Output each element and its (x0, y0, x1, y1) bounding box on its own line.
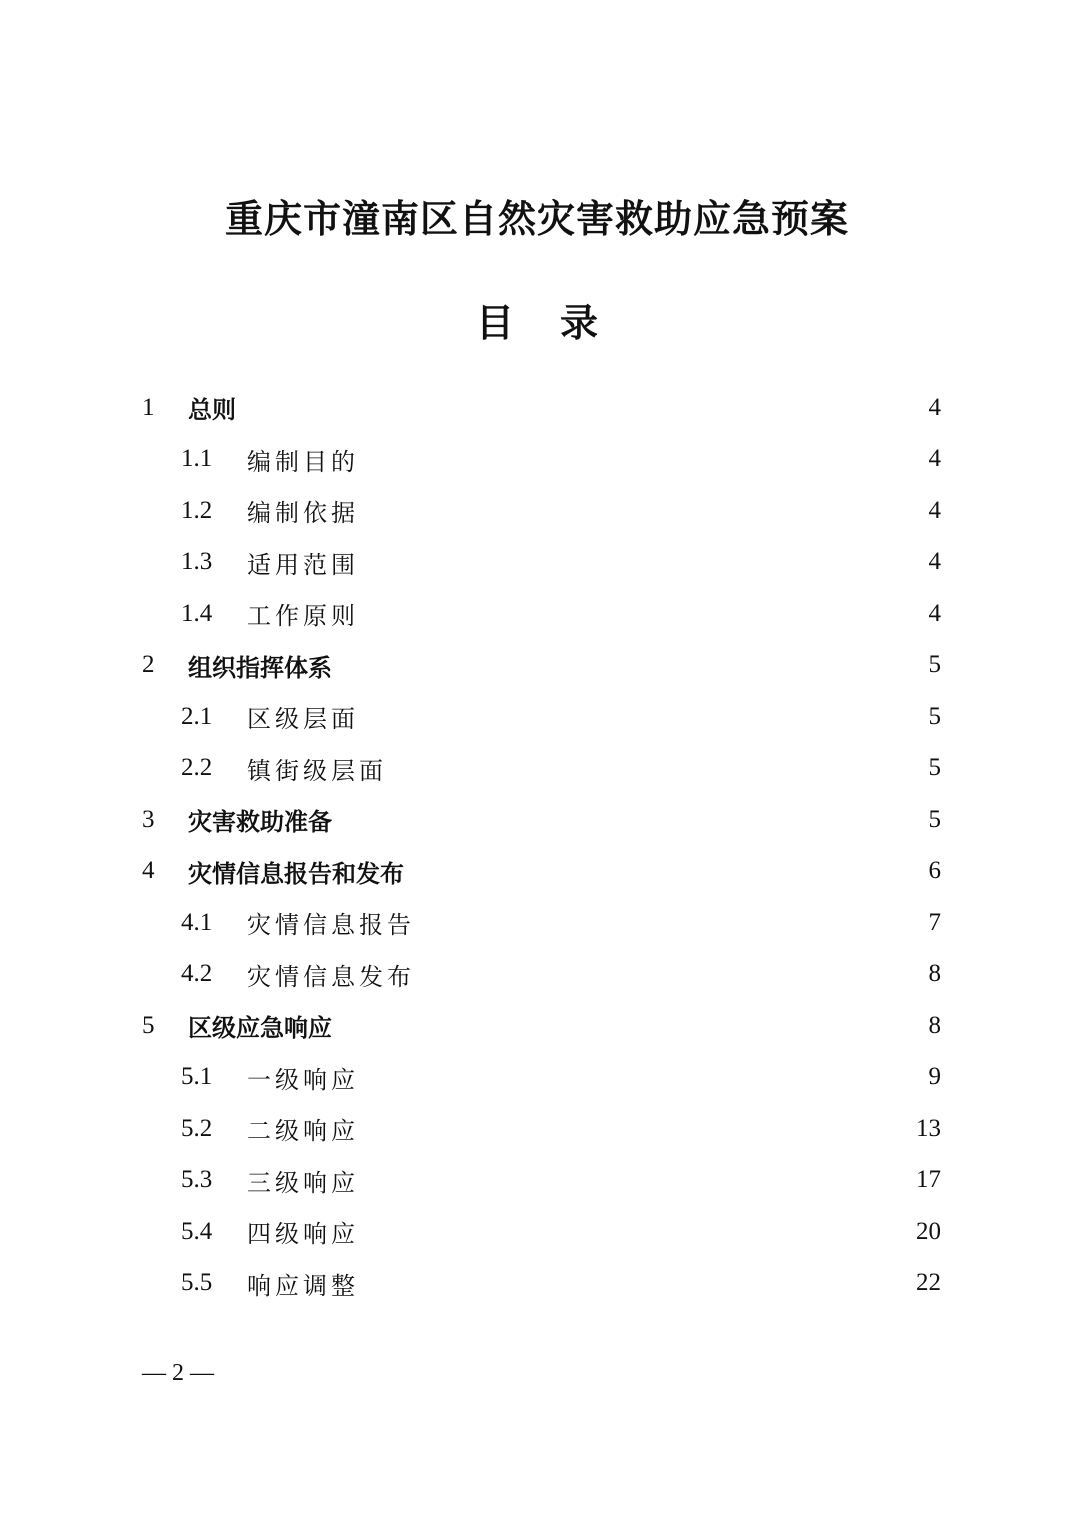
toc-entry[interactable] (0, 537, 1074, 589)
toc-entry-number: 2.1 (181, 702, 213, 730)
toc-entry-title: 工作原则 (247, 602, 359, 631)
toc-entry-page: 5 (928, 651, 941, 679)
toc-entry-page: 7 (928, 908, 941, 936)
toc-heading-right: 录 (560, 300, 599, 345)
toc-entry-number: 1.4 (181, 599, 213, 627)
toc-entry-page: 5 (928, 805, 941, 833)
toc-entry-page: 4 (928, 445, 941, 473)
toc-dot-leader (242, 396, 925, 420)
toc-entry-title: 灾情信息报告和发布 (188, 859, 404, 888)
toc-entry[interactable] (0, 640, 1074, 692)
toc-entry-number: 5.4 (181, 1217, 213, 1245)
toc-entry-number: 5.5 (181, 1269, 213, 1297)
toc-entry[interactable] (0, 382, 1074, 434)
toc-entry-page: 20 (916, 1217, 941, 1245)
toc-entry-title: 灾害救助准备 (188, 808, 332, 837)
toc-entry-page: 5 (928, 754, 941, 782)
toc-entry-title: 灾情信息报告 (247, 911, 415, 940)
toc-entry[interactable] (0, 1155, 1074, 1207)
toc-dot-leader (421, 911, 925, 935)
toc-dot-leader (338, 1014, 925, 1038)
toc-dot-leader (365, 550, 925, 574)
toc-entry-number: 3 (142, 805, 155, 833)
toc-dot-leader (365, 1168, 912, 1192)
toc-entry-title: 总则 (188, 396, 236, 425)
toc-entry[interactable] (0, 1258, 1074, 1310)
toc-entry-page: 9 (928, 1063, 941, 1091)
toc-entry-title: 响应调整 (247, 1271, 359, 1300)
toc-entry[interactable] (0, 949, 1074, 1001)
toc-entry-page: 4 (928, 393, 941, 421)
toc-dot-leader (410, 859, 925, 883)
toc-heading (0, 292, 1074, 347)
document-title: 重庆市潼南区自然灾害救助应急预案 (224, 196, 849, 241)
toc-entry-title: 二级响应 (247, 1117, 359, 1146)
toc-dot-leader (338, 808, 925, 832)
toc-entry-number: 1.2 (181, 496, 213, 524)
toc-entry-number: 5 (142, 1011, 155, 1039)
toc-entry[interactable] (0, 1000, 1074, 1052)
toc-entry[interactable] (0, 1206, 1074, 1258)
toc-entry-page: 8 (928, 960, 941, 988)
toc-heading-left: 目 (475, 300, 514, 345)
toc-entry-title: 区级层面 (247, 705, 359, 734)
toc-entry-number: 4.1 (181, 908, 213, 936)
toc-entry-page: 4 (928, 599, 941, 627)
toc-entry[interactable] (0, 743, 1074, 795)
toc-entry-title: 区级应急响应 (188, 1014, 332, 1043)
toc-entry-number: 2.2 (181, 754, 213, 782)
toc-entry-title: 三级响应 (247, 1168, 359, 1197)
toc-entry-page: 6 (928, 857, 941, 885)
page-number-footer: — 2 — (142, 1360, 214, 1386)
toc-entry-number: 4.2 (181, 960, 213, 988)
toc-entry-number: 5.3 (181, 1166, 213, 1194)
toc-entry-title: 灾情信息发布 (247, 962, 415, 991)
table-of-contents (0, 382, 1074, 1309)
toc-dot-leader (393, 756, 925, 780)
toc-entry[interactable] (0, 691, 1074, 743)
toc-entry[interactable] (0, 434, 1074, 486)
toc-entry[interactable] (0, 1103, 1074, 1155)
toc-entry-page: 8 (928, 1011, 941, 1039)
toc-entry-title: 编制目的 (247, 447, 359, 476)
toc-dot-leader (365, 447, 925, 471)
toc-entry-title: 组织指挥体系 (188, 653, 332, 682)
toc-dot-leader (365, 602, 925, 626)
toc-dot-leader (365, 1117, 912, 1141)
toc-entry-number: 5.1 (181, 1063, 213, 1091)
toc-entry-page: 4 (928, 548, 941, 576)
toc-entry-title: 适用范围 (247, 550, 359, 579)
toc-entry-number: 1.1 (181, 445, 213, 473)
toc-entry[interactable] (0, 588, 1074, 640)
toc-dot-leader (421, 962, 925, 986)
toc-entry[interactable] (0, 485, 1074, 537)
toc-dot-leader (338, 653, 925, 677)
toc-entry-number: 1.3 (181, 548, 213, 576)
toc-dot-leader (365, 499, 925, 523)
toc-entry-number: 1 (142, 393, 155, 421)
toc-entry[interactable] (0, 897, 1074, 949)
toc-entry[interactable] (0, 846, 1074, 898)
toc-entry-title: 编制依据 (247, 499, 359, 528)
toc-entry-page: 22 (916, 1269, 941, 1297)
toc-entry[interactable] (0, 794, 1074, 846)
toc-entry-page: 17 (916, 1166, 941, 1194)
toc-dot-leader (365, 705, 925, 729)
toc-entry-number: 5.2 (181, 1114, 213, 1142)
toc-entry-number: 4 (142, 857, 155, 885)
toc-entry-page: 4 (928, 496, 941, 524)
toc-entry-page: 5 (928, 702, 941, 730)
toc-entry-page: 13 (916, 1114, 941, 1142)
toc-dot-leader (365, 1220, 912, 1244)
toc-entry-title: 一级响应 (247, 1065, 359, 1094)
toc-dot-leader (365, 1271, 912, 1295)
toc-dot-leader (365, 1065, 925, 1089)
toc-entry-title: 四级响应 (247, 1220, 359, 1249)
toc-entry-number: 2 (142, 651, 155, 679)
toc-entry-title: 镇街级层面 (247, 756, 387, 785)
toc-entry[interactable] (0, 1052, 1074, 1104)
